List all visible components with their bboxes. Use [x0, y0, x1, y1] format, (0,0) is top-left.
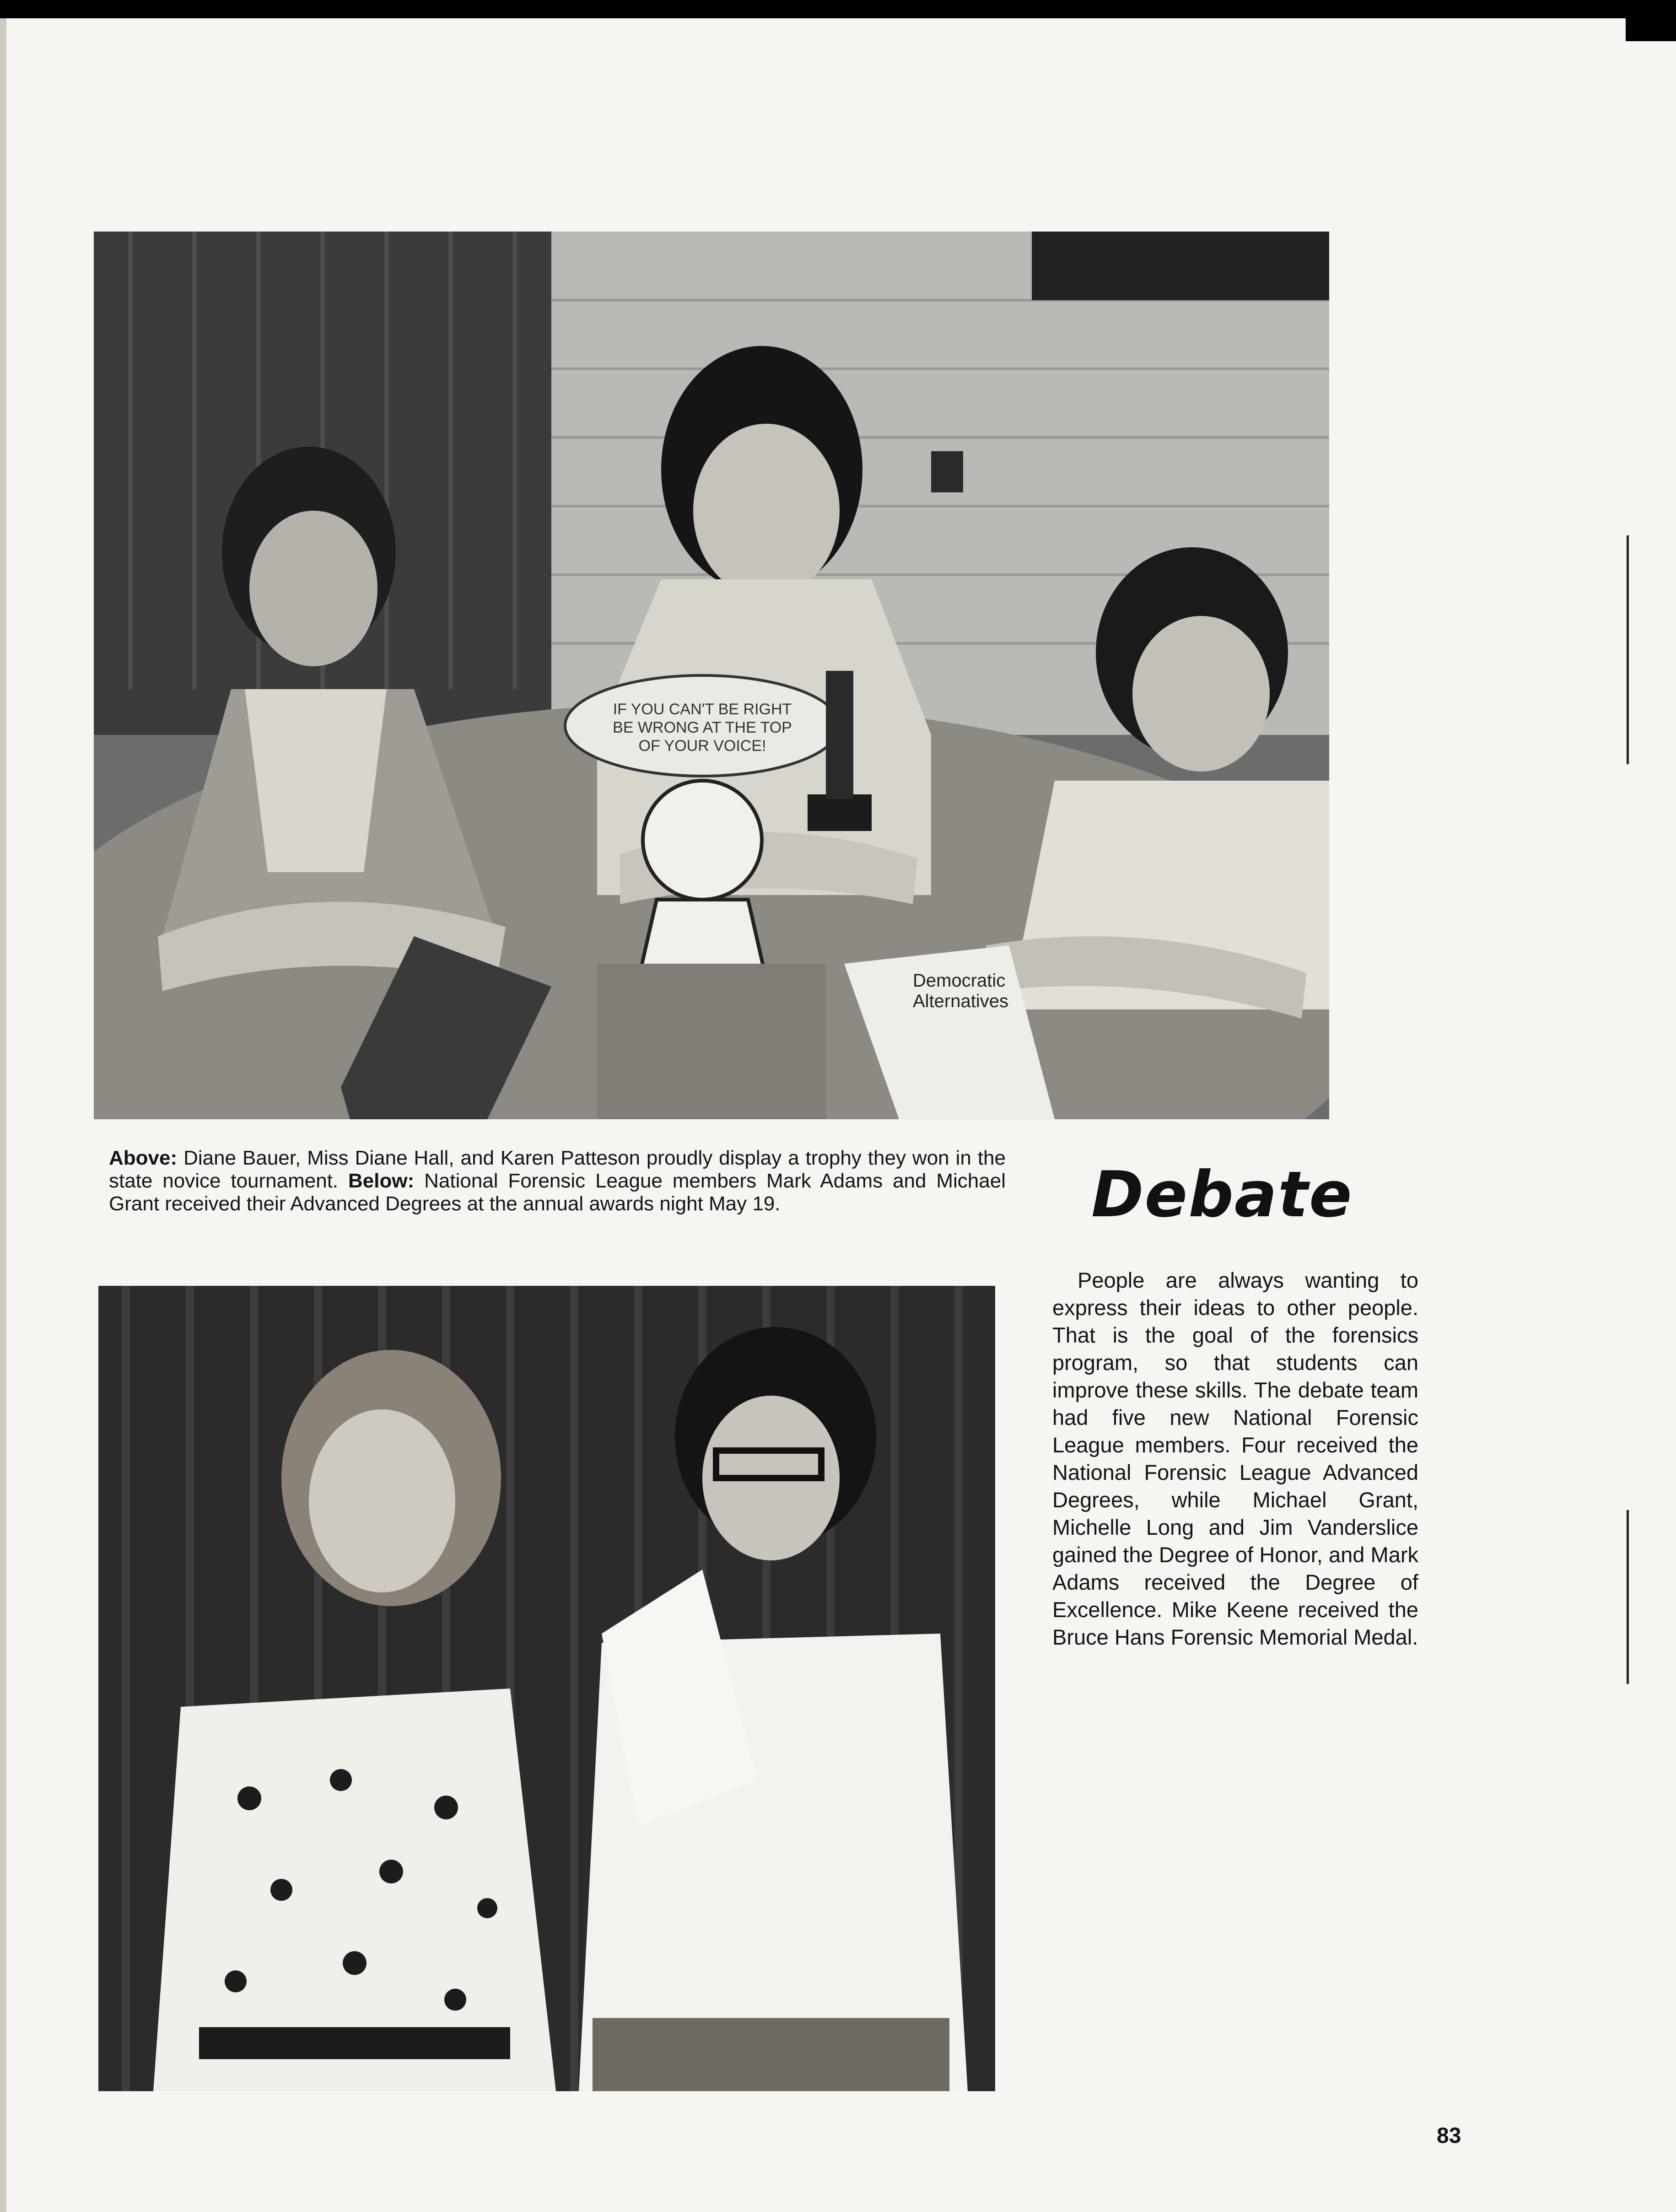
caption-above-label: Above: [109, 1147, 178, 1169]
photo-award-recipients-image [98, 1286, 995, 2091]
sign-line-2: BE WRONG AT THE TOP [613, 719, 792, 736]
page-number: 83 [1437, 2124, 1461, 2148]
right-margin-rule [1627, 1510, 1629, 1684]
caption-above-text: Diane Bauer, Miss Diane Hall, and Karen Patteson proudly display a trophy they won in the state novice tournament. [109, 1147, 1006, 1192]
section-heading: Debate [1091, 1158, 1353, 1231]
scan-top-edge [0, 0, 1676, 18]
photo-trophy-group-image [94, 232, 1329, 1119]
article-body: People are always wanting to express their ideas to other people. That is the goal of the forensics program, so that students can improve these skills. The debate team had five new National Forensic League members. Four received the National Forensic League Advanced Degrees, while Michael Grant, Michelle Long and Jim Vanderslice gained the Degree of Honor, and Mark Adams received the Degree of Excellence. Mike Keene received the Bruce Hans Forensic Memorial Medal. [1052, 1268, 1418, 1649]
sign-line-1: IF YOU CAN'T BE RIGHT [613, 701, 792, 718]
sign-line-3: OF YOUR VOICE! [638, 737, 766, 755]
right-margin-rule [1627, 535, 1629, 764]
page-binding-edge [0, 18, 6, 2212]
photo-caption [109, 1147, 1006, 1215]
caption-below-text: National Forensic League members Mark Adams and Michael Grant received their Advanced Degrees at the annual awards night May 19. [109, 1170, 1006, 1215]
caption-below-label: Below: [348, 1170, 415, 1192]
book-title-line-1: Democratic [913, 971, 1006, 991]
book-title-line-2: Alternatives [913, 991, 1008, 1011]
photo-award-recipients [98, 1286, 995, 2091]
photo-trophy-group [94, 232, 1329, 1119]
scan-corner-tab [1626, 0, 1676, 41]
